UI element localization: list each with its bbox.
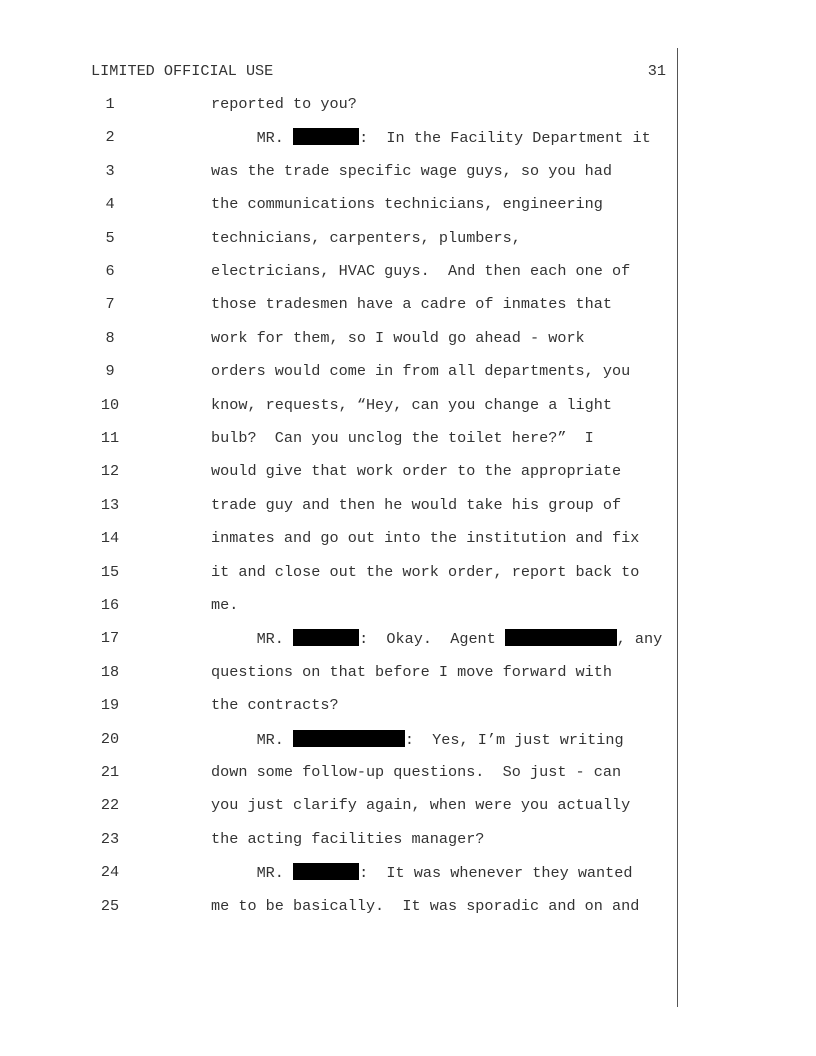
line-text [211,162,612,180]
line-text-segment: MR. [211,129,294,148]
line-number: 19 [100,696,120,715]
line-text [211,329,585,347]
line-number: 1 [105,95,115,113]
line-number: 6 [105,262,115,280]
line-number: 4 [105,195,115,214]
line-text-segment: bulb? Can you unclog the toilet here?” I [211,429,594,447]
line-number: 9 [105,362,115,381]
line-number: 7 [105,295,115,314]
line-number: 24 [100,863,120,882]
classification-header: LIMITED OFFICIAL USE [91,62,274,80]
line-text [211,629,662,648]
line-text [211,262,630,280]
line-text [211,362,630,380]
line-text-segment: down some follow-up questions. So just - can [211,763,622,781]
line-text [211,429,594,447]
line-text-segment: : Okay. Agent [359,630,505,649]
line-number: 11 [100,429,120,447]
line-text [211,229,521,247]
line-text-segment: the contracts? [211,696,339,715]
line-text-segment: trade guy and then he would take his group of [211,495,622,514]
line-text-segment: MR. [211,730,294,749]
line-text [211,95,357,113]
line-number: 21 [100,763,120,781]
margin-rule [677,48,678,1007]
line-number: 13 [100,495,120,514]
line-text-segment: technicians, carpenters, plumbers, [211,228,521,247]
line-text [211,128,651,147]
line-text-segment: it and close out the work order, report back to [211,562,640,581]
line-number: 22 [100,796,120,815]
line-text-segment: know, requests, “Hey, can you change a light [211,395,613,414]
line-text [211,863,633,882]
line-number: 10 [100,395,120,414]
line-number: 3 [105,161,115,180]
line-text [211,563,639,581]
line-text [211,796,630,814]
line-text-segment: : It was whenever they wanted [359,864,633,883]
line-number: 25 [100,896,120,915]
line-text [211,663,612,681]
line-text-segment: the acting facilities manager? [211,829,485,848]
line-number: 23 [100,829,120,848]
line-text-segment: orders would come in from all departments, you [211,362,631,381]
line-text [211,496,621,514]
line-number: 5 [105,228,115,247]
line-text-segment: questions on that before I move forward with [211,662,613,681]
line-text [211,830,484,848]
line-number: 15 [100,562,120,581]
line-text-segment: , any [616,630,663,649]
line-text-segment: you just clarify again, when were you actually [211,796,631,815]
line-text-segment: : In the Facility Department it [359,129,651,148]
line-text [211,596,238,614]
line-text-segment: work for them, so I would go ahead - work [211,328,585,347]
redaction-block [293,730,405,747]
line-text-segment: those tradesmen have a cadre of inmates that [211,295,613,314]
line-text-segment: : Yes, I’m just writing [404,730,624,749]
line-text-segment: was the trade specific wage guys, so you had [211,161,613,180]
line-text-segment: me. [211,596,239,614]
line-text-segment: MR. [211,864,294,883]
line-number: 18 [100,662,120,681]
line-text-segment: electricians, HVAC guys. And then each one of [211,262,631,280]
line-text [211,295,612,313]
line-text-segment: reported to you? [211,95,357,113]
line-text [211,462,621,480]
line-number: 2 [105,128,115,147]
line-number: 14 [100,529,120,548]
line-number: 12 [100,462,120,481]
line-number: 16 [100,596,120,614]
page-number: 31 [647,62,666,80]
line-text [211,529,639,547]
line-text [211,396,612,414]
line-number: 17 [100,629,120,648]
line-text [211,730,624,749]
redaction-block [293,863,359,880]
line-text-segment: the communications technicians, engineering [211,195,603,214]
line-text [211,897,639,915]
line-text-segment: inmates and go out into the institution and fix [211,529,640,548]
line-text-segment: me to be basically. It was sporadic and on and [211,896,640,915]
redaction-block [293,629,359,646]
line-number: 8 [105,328,115,347]
line-number: 20 [100,729,120,748]
line-text [211,195,603,213]
line-text [211,696,339,714]
redaction-block [293,128,359,145]
line-text [211,763,621,781]
line-text-segment: would give that work order to the appropriate [211,462,622,481]
line-text-segment: MR. [211,630,294,649]
redaction-block [505,629,617,646]
